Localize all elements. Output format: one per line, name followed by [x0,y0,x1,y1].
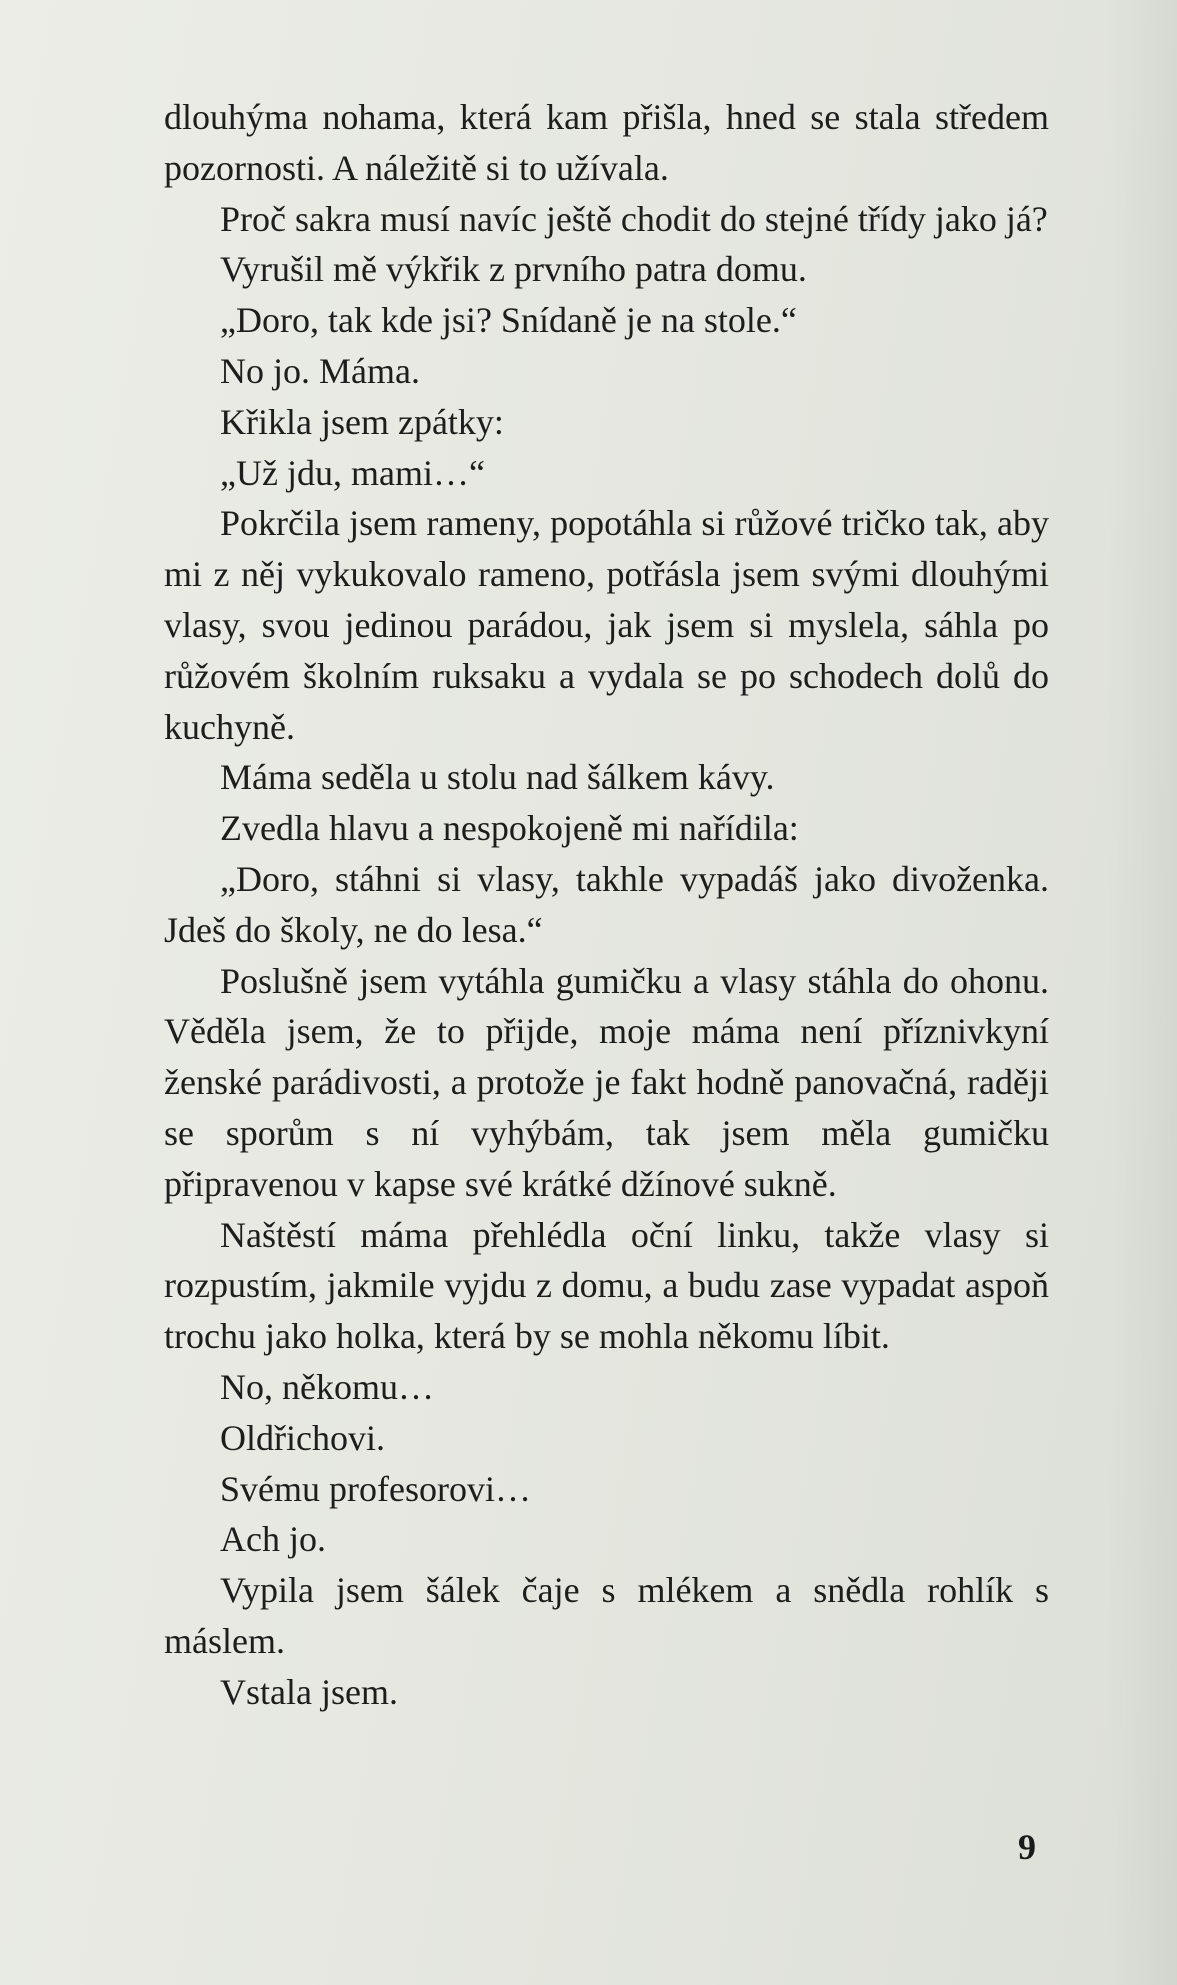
body-text [164,92,1049,1718]
paragraph: dlouhýma nohama, která kam přišla, hned se stala středem pozornosti. A náležitě si to užívala. [164,97,1049,188]
paragraph: Máma seděla u stolu nad šálkem kávy. [220,757,775,798]
paragraph: Poslušně jsem vytáhla gumičku a vlasy stáhla do ohonu. Věděla jsem, že to přijde, moje máma není příznivkyní ženské parádivosti, a protože je fakt hodně panovačná, raději se sporům s ní vyhýbám, tak jsem měla gumičku připravenou v kapse své krátké džínové sukně. [164,960,1049,1204]
paragraph: Oldřichovi. [220,1417,385,1458]
paragraph: No jo. Máma. [220,350,420,391]
paragraph: No, někomu… [220,1366,434,1407]
paragraph: Zvedla hlavu a nespokojeně mi nařídila: [220,808,799,849]
paragraph: Ach jo. [220,1519,326,1560]
paragraph: „Už jdu, mami…“ [220,452,485,493]
paragraph: Vstala jsem. [220,1671,398,1712]
paragraph: Naštěstí máma přehlédla oční linku, takže vlasy si rozpustím, jakmile vyjdu z domu, a budu zase vypadat aspoň trochu jako holka, která by se mohla někomu líbit. [164,1214,1049,1357]
paragraph: Vyrušil mě výkřik z prvního patra domu. [220,249,807,290]
page-number: 9 [1018,1827,1036,1867]
paragraph: Svému profesorovi… [220,1468,531,1509]
paragraph: „Doro, tak kde jsi? Snídaně je na stole.“ [220,300,797,341]
paragraph: Vypila jsem šálek čaje s mlékem a snědla rohlík s máslem. [164,1570,1049,1661]
paragraph: Křikla jsem zpátky: [220,401,504,442]
page-edge-shadow [1107,0,1177,1985]
paragraph: Proč sakra musí navíc ještě chodit do stejné třídy jako já? [220,198,1048,239]
paragraph: Pokrčila jsem rameny, popotáhla si růžové tričko tak, aby mi z něj vykukovalo rameno, potřásla jsem svými dlouhými vlasy, svou jedinou parádou, jak jsem si myslela, sáhla po růžovém školním ruksaku a vydala se po schodech dolů do kuchyně. [164,503,1049,747]
paragraph: „Doro, stáhni si vlasy, takhle vypadáš jako divoženka. Jdeš do školy, ne do lesa.“ [164,858,1049,950]
